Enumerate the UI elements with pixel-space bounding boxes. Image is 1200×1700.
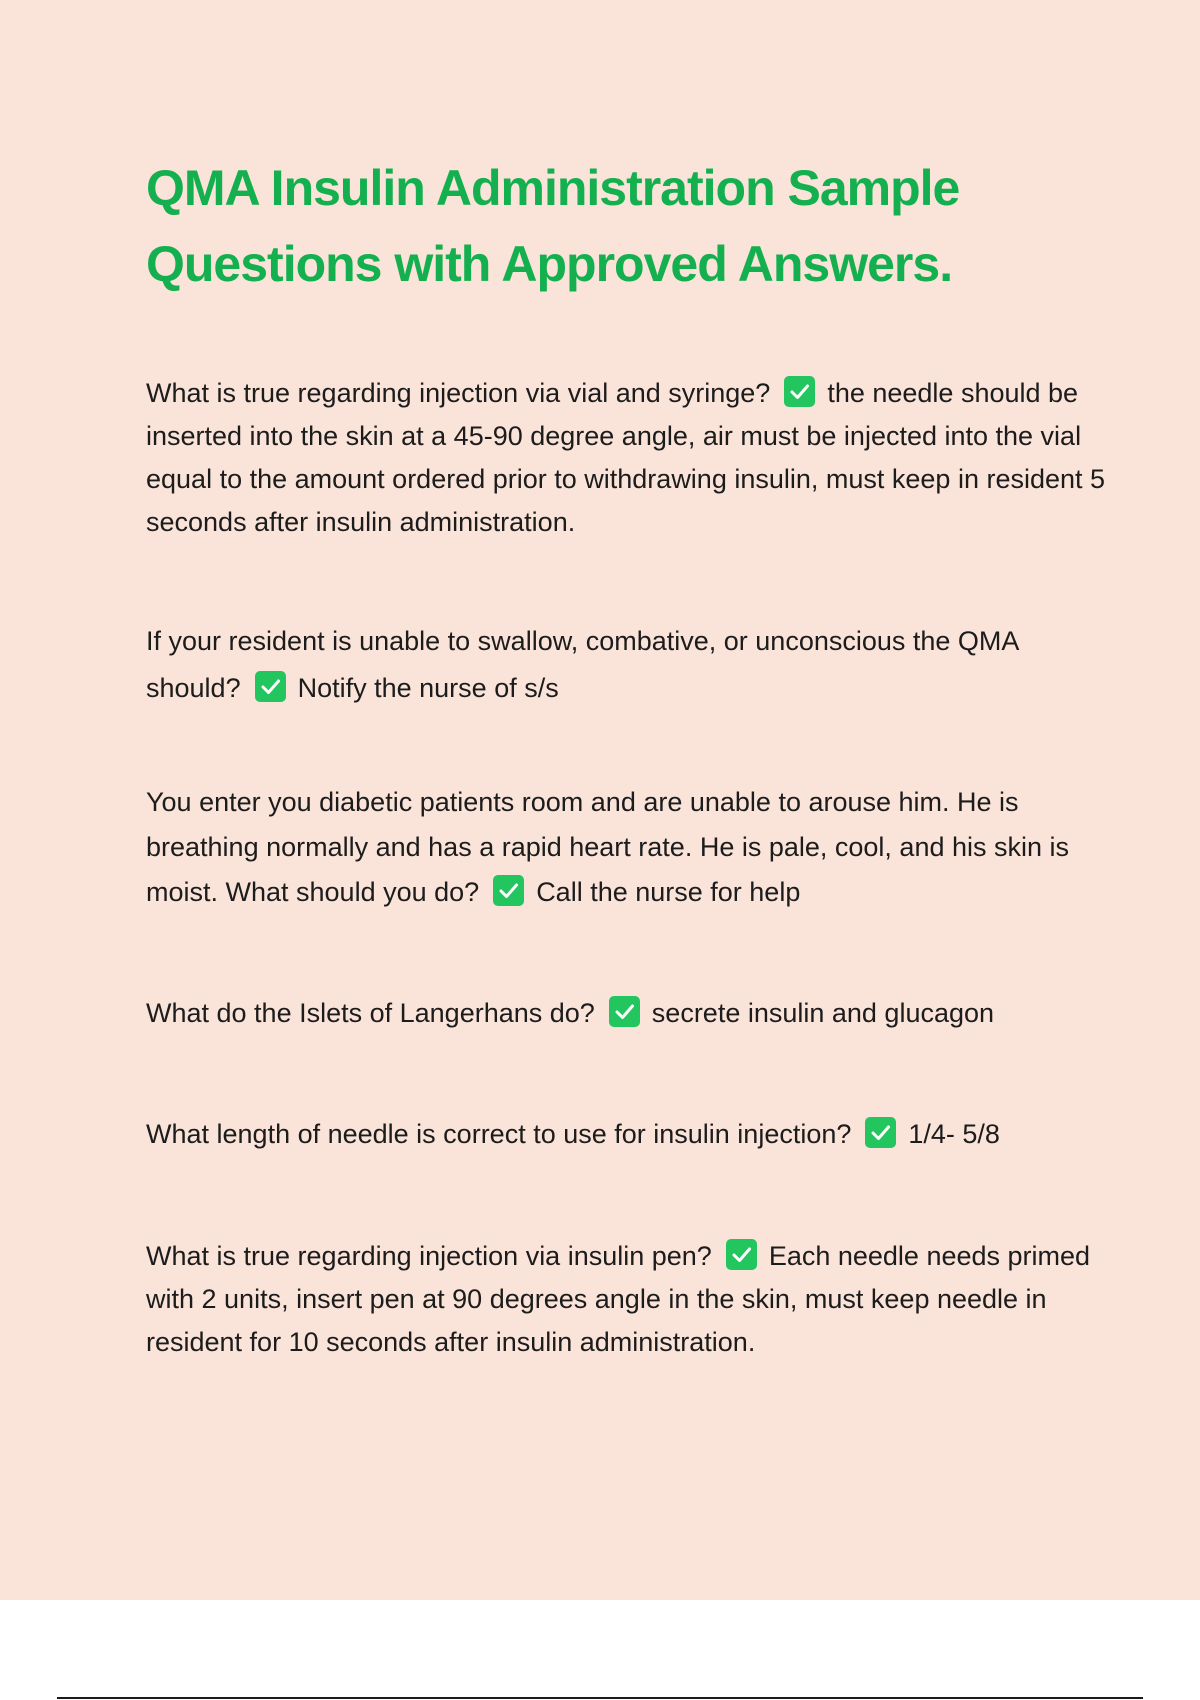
question-text: What do the Islets of Langerhans do? (146, 998, 595, 1028)
answer-text: Each needle needs primed with 2 units, insert pen at 90 degrees angle in the skin, must keep needle in resident for 10 seconds after insulin administration. (146, 1241, 1091, 1357)
document-title: QMA Insulin Administration Sample Questions with Approved Answers. (146, 160, 960, 292)
question-text: What length of needle is correct to use for insulin injection? (146, 1119, 852, 1149)
check-mark-icon (726, 1239, 757, 1270)
answer-text: Call the nurse for help (536, 877, 801, 907)
question-text: If your resident is unable to swallow, combative, or unconscious the QMA should? (146, 626, 1018, 703)
check-mark-icon (255, 671, 286, 702)
check-mark-icon (493, 875, 524, 906)
question-text: What is true regarding injection via vial and syringe? (146, 378, 771, 408)
answer-text: Notify the nurse of s/s (297, 673, 559, 703)
qa-item-5 (146, 1112, 1106, 1157)
check-mark-icon (865, 1117, 896, 1148)
qa-item-1 (146, 372, 1106, 544)
answer-text: the needle should be inserted into the skin at a 45-90 degree angle, air must be injected into the vial equal to the amount ordered prior to withdrawing insulin, must keep in resident 5 seconds after insulin administration. (146, 378, 1106, 537)
qa-item-6 (146, 1235, 1106, 1364)
document-content (146, 150, 1106, 1364)
qa-item-2 (146, 618, 1106, 712)
qa-item-3 (146, 780, 1106, 915)
footer-divider (57, 1697, 1143, 1699)
answer-text: secrete insulin and glucagon (651, 998, 995, 1028)
qa-item-4 (146, 991, 1106, 1036)
check-mark-icon (784, 376, 815, 407)
check-mark-icon (609, 996, 640, 1027)
answer-text: 1/4- 5/8 (908, 1119, 1000, 1149)
question-text: You enter you diabetic patients room and are unable to arouse him. He is breathing normally and has a rapid heart rate. He is pale, cool, and his skin is moist. What should you do? (146, 787, 1070, 907)
question-text: What is true regarding injection via insulin pen? (146, 1241, 712, 1271)
